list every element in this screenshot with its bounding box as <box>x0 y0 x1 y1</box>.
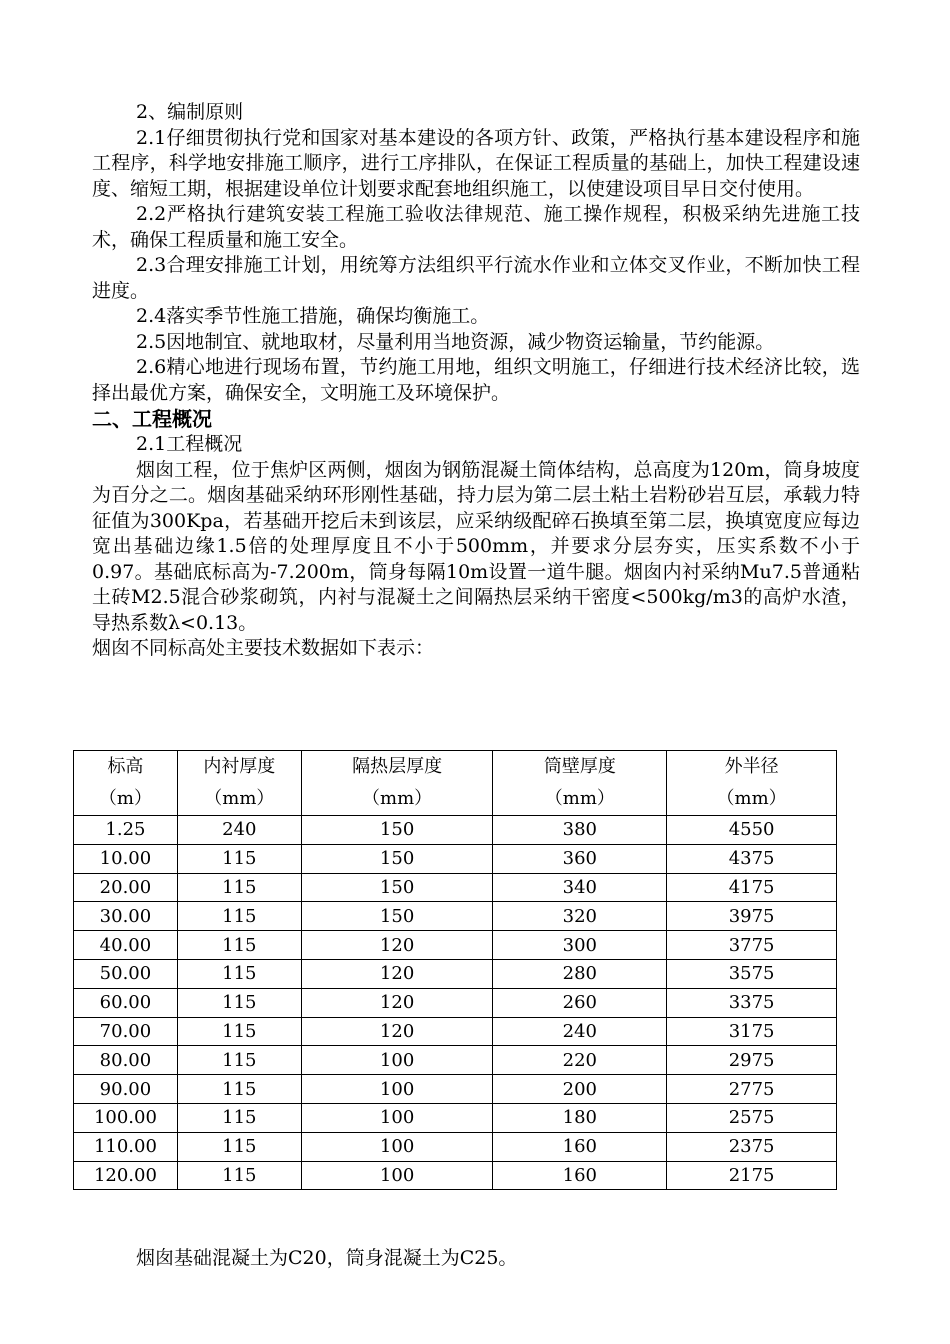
table-cell: 300 <box>493 931 667 960</box>
table-intro: 烟囱不同标高处主要技术数据如下表示： <box>92 637 435 659</box>
table-cell: 4550 <box>667 816 837 845</box>
header-lining-thickness <box>177 751 301 816</box>
principle-2-4: 2.4落实季节性施工措施，确保均衡施工。 <box>136 305 490 327</box>
table-cell: 110.00 <box>74 1132 178 1161</box>
table-cell: 100 <box>301 1132 493 1161</box>
table-cell: 115 <box>177 873 301 902</box>
table-cell: 30.00 <box>74 902 178 931</box>
table-cell: 200 <box>493 1075 667 1104</box>
table-cell: 360 <box>493 844 667 873</box>
header-wall-thickness <box>493 751 667 816</box>
table-row <box>74 1046 837 1075</box>
table-cell: 150 <box>301 873 493 902</box>
header-name: 外半径 <box>724 756 779 777</box>
table-cell: 150 <box>301 902 493 931</box>
table-cell: 160 <box>493 1132 667 1161</box>
table-row <box>74 873 837 902</box>
table-cell: 3775 <box>667 931 837 960</box>
table-cell: 340 <box>493 873 667 902</box>
table-cell: 380 <box>493 816 667 845</box>
table-header-row <box>74 751 837 816</box>
table-row <box>74 1161 837 1190</box>
table-cell: 280 <box>493 959 667 988</box>
table-cell: 50.00 <box>74 959 178 988</box>
table-cell: 2175 <box>667 1161 837 1190</box>
header-insulation-thickness <box>301 751 493 816</box>
table-cell: 100 <box>301 1046 493 1075</box>
table-cell: 120.00 <box>74 1161 178 1190</box>
table-cell: 160 <box>493 1161 667 1190</box>
table-row <box>74 816 837 845</box>
table-cell: 180 <box>493 1103 667 1132</box>
table-cell: 120 <box>301 931 493 960</box>
technical-data-table <box>73 750 837 1190</box>
header-elevation <box>74 751 178 816</box>
table-body <box>74 816 837 1190</box>
table-cell: 115 <box>177 931 301 960</box>
table-row <box>74 931 837 960</box>
table-cell: 240 <box>177 816 301 845</box>
header-unit: （m） <box>98 788 152 809</box>
header-name: 隔热层厚度 <box>352 756 443 777</box>
table-cell: 120 <box>301 1017 493 1046</box>
table-cell: 150 <box>301 844 493 873</box>
header-outer-radius <box>667 751 837 816</box>
table-cell: 100.00 <box>74 1103 178 1132</box>
table-cell: 80.00 <box>74 1046 178 1075</box>
section-title-principles: 2、编制原则 <box>136 101 244 123</box>
table-row <box>74 1132 837 1161</box>
table-cell: 115 <box>177 1132 301 1161</box>
table-cell: 1.25 <box>74 816 178 845</box>
table-cell: 20.00 <box>74 873 178 902</box>
table-cell: 120 <box>301 988 493 1017</box>
table-cell: 320 <box>493 902 667 931</box>
table-cell: 240 <box>493 1017 667 1046</box>
table-cell: 150 <box>301 816 493 845</box>
table-row <box>74 844 837 873</box>
table-cell: 120 <box>301 959 493 988</box>
table-cell: 2375 <box>667 1132 837 1161</box>
table-row <box>74 902 837 931</box>
table-cell: 40.00 <box>74 931 178 960</box>
table-cell: 100 <box>301 1075 493 1104</box>
section-heading-overview: 二、工程概况 <box>92 407 212 431</box>
table-cell: 100 <box>301 1103 493 1132</box>
table-cell: 70.00 <box>74 1017 178 1046</box>
table-row <box>74 1075 837 1104</box>
table-cell: 115 <box>177 1075 301 1104</box>
principle-2-3: 2.3合理安排施工计划，用统筹方法组织平行流水作业和立体交叉作业，不断加快工程进度。 <box>92 254 860 302</box>
principle-2-1: 2.1仔细贯彻执行党和国家对基本建设的各项方针、政策，严格执行基本建设程序和施工程序，科学地安排施工顺序，进行工序排队，在保证工程质量的基础上，加快工程建设速度、缩短工期，根据建设单位计划要求配套地组织施工，以使建设项目早日交付使用。 <box>92 126 860 200</box>
table-cell: 220 <box>493 1046 667 1075</box>
table-cell: 2775 <box>667 1075 837 1104</box>
header-name: 内衬厚度 <box>203 756 276 777</box>
table-cell: 115 <box>177 1017 301 1046</box>
table-cell: 115 <box>177 959 301 988</box>
table-cell: 3575 <box>667 959 837 988</box>
principle-2-5: 2.5因地制宜、就地取材，尽量利用当地资源，减少物资运输量，节约能源。 <box>136 330 775 353</box>
header-name: 标高 <box>107 756 144 777</box>
table-cell: 115 <box>177 902 301 931</box>
table-cell: 3975 <box>667 902 837 931</box>
table-cell: 4375 <box>667 844 837 873</box>
table-row <box>74 1017 837 1046</box>
table-cell: 3375 <box>667 988 837 1017</box>
overview-body: 烟囱工程，位于焦炉区两侧，烟囱为钢筋混凝土筒体结构，总高度为120m，筒身坡度为百分之二。烟囱基础采纳环形刚性基础，持力层为第二层土粘土岩粉砂岩互层，承载力特征值为300Kpa，若基础开挖后未到该层，应采纳级配碎石换填至第二层，换填宽度应每边宽出基础边缘1.5倍的处理厚度且不小于500mm，并要求分层夯实，压实系数不小于0.97。基础底标高为-7.200m，筒身每隔10m设置一道牛腿。烟囱内衬采纳Mu7.5普通粘土砖M2.5混合砂浆砌筑，内衬与混凝土之间隔热层采纳干密度<500kg/m3的高炉水渣，导热系数λ<0.13。 <box>92 458 860 634</box>
table-cell: 3175 <box>667 1017 837 1046</box>
table-cell: 260 <box>493 988 667 1017</box>
table-cell: 60.00 <box>74 988 178 1017</box>
table-cell: 115 <box>177 1161 301 1190</box>
table-row <box>74 988 837 1017</box>
header-name: 筒壁厚度 <box>543 756 616 777</box>
table-cell: 115 <box>177 1103 301 1132</box>
table-cell: 90.00 <box>74 1075 178 1104</box>
header-unit: （mm） <box>716 788 787 809</box>
table-cell: 4175 <box>667 873 837 902</box>
document-body <box>92 100 860 662</box>
table-cell: 100 <box>301 1161 493 1190</box>
table-cell: 2975 <box>667 1046 837 1075</box>
table-cell: 2575 <box>667 1103 837 1132</box>
principle-2-2: 2.2严格执行建筑安装工程施工验收法律规范、施工操作规程，积极采纳先进施工技术，确保工程质量和施工安全。 <box>92 203 860 251</box>
principle-2-6: 2.6精心地进行现场布置，节约施工用地，组织文明施工，仔细进行技术经济比较，选择出最优方案，确保安全，文明施工及环境保护。 <box>92 356 860 404</box>
table-cell: 115 <box>177 844 301 873</box>
subheading-overview: 2.1工程概况 <box>136 433 243 455</box>
header-unit: （mm） <box>544 788 615 809</box>
table-cell: 10.00 <box>74 844 178 873</box>
table-row <box>74 1103 837 1132</box>
footer-note: 烟囱基础混凝土为C20，筒身混凝土为C25。 <box>136 1247 518 1269</box>
table-cell: 115 <box>177 1046 301 1075</box>
header-unit: （mm） <box>362 788 433 809</box>
header-unit: （mm） <box>204 788 275 809</box>
table-row <box>74 959 837 988</box>
table-cell: 115 <box>177 988 301 1017</box>
